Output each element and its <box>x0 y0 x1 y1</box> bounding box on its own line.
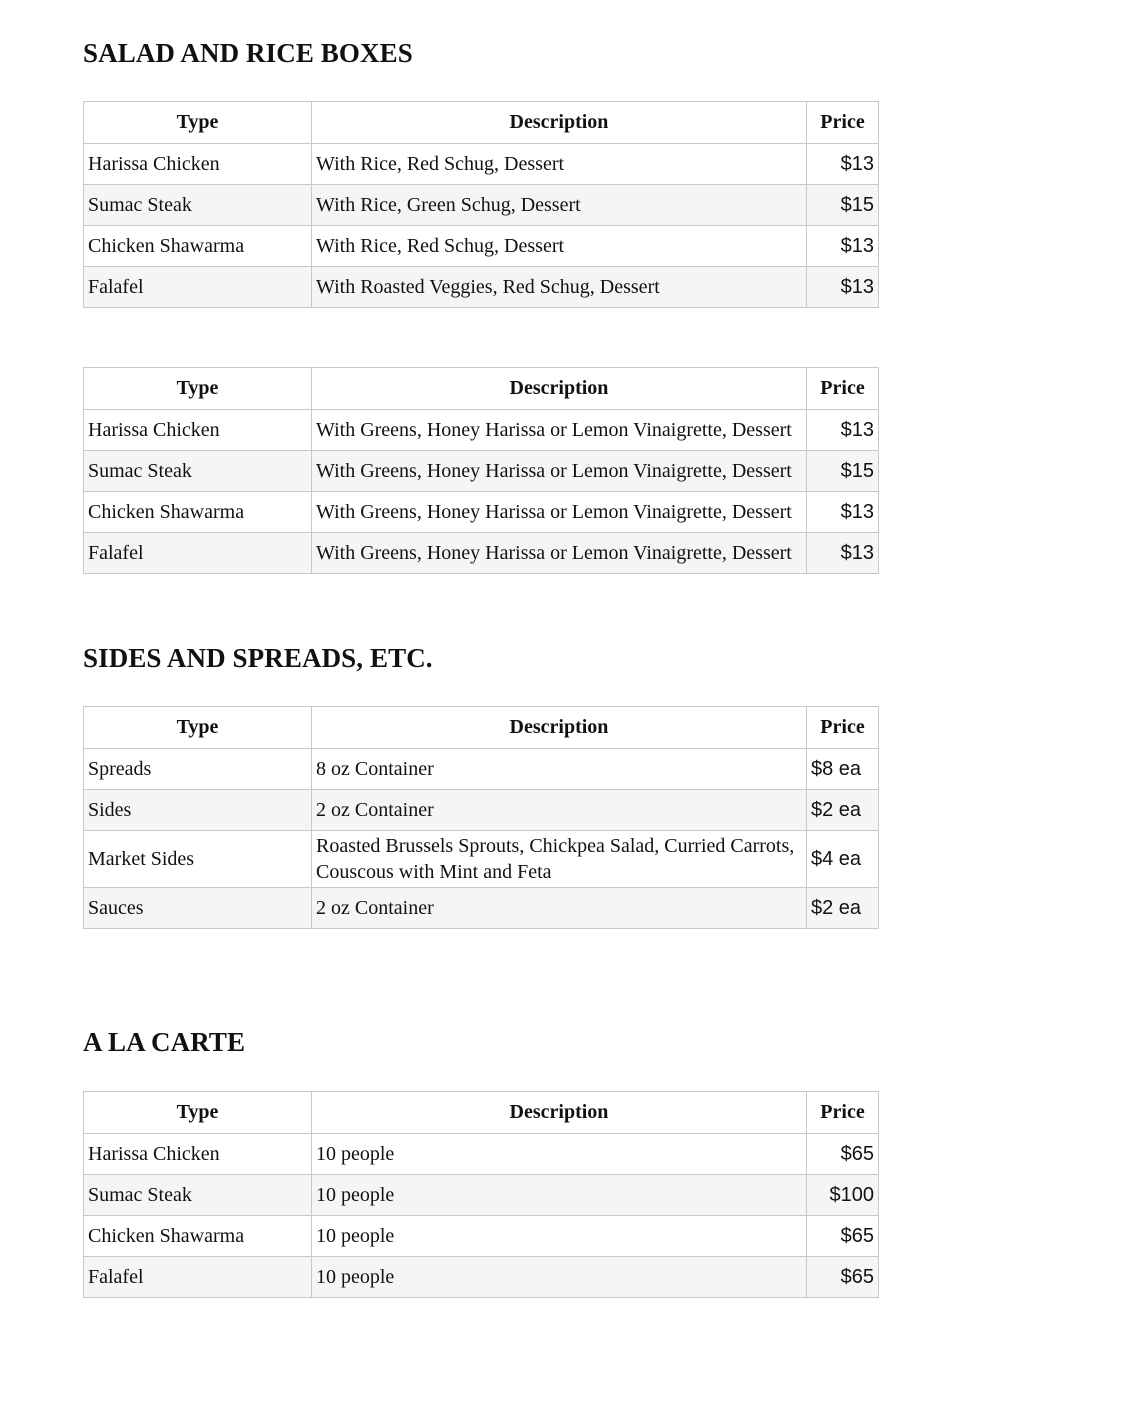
header-type: Type <box>84 102 312 144</box>
row-price: $65 <box>807 1216 879 1257</box>
row-description: 8 oz Container <box>312 749 807 790</box>
row-description: With Greens, Honey Harissa or Lemon Vinaigrette, Dessert <box>312 410 807 451</box>
table-row <box>84 790 879 831</box>
header-price: Price <box>807 707 879 749</box>
section-title-sides-spreads: SIDES AND SPREADS, ETC. <box>83 643 433 673</box>
table-row <box>84 451 879 492</box>
row-type: Chicken Shawarma <box>84 226 312 267</box>
table-row <box>84 1175 879 1216</box>
row-price: $65 <box>807 1134 879 1175</box>
a-la-carte-table <box>83 1091 879 1298</box>
header-description: Description <box>312 1092 807 1134</box>
row-description: 10 people <box>312 1216 807 1257</box>
table-row <box>84 749 879 790</box>
row-type: Harissa Chicken <box>84 1134 312 1175</box>
table-row <box>84 410 879 451</box>
section-title-salad-rice-boxes: SALAD AND RICE BOXES <box>83 38 413 68</box>
row-description: With Rice, Red Schug, Dessert <box>312 144 807 185</box>
row-type: Falafel <box>84 533 312 574</box>
row-description: 10 people <box>312 1257 807 1298</box>
table-row <box>84 888 879 929</box>
row-description: 2 oz Container <box>312 888 807 929</box>
table-header-row <box>84 102 879 144</box>
header-type: Type <box>84 368 312 410</box>
row-type: Sumac Steak <box>84 1175 312 1216</box>
header-price: Price <box>807 1092 879 1134</box>
header-description: Description <box>312 368 807 410</box>
row-type: Sumac Steak <box>84 185 312 226</box>
table-row <box>84 185 879 226</box>
row-price: $15 <box>807 185 879 226</box>
row-price: $13 <box>807 226 879 267</box>
header-price: Price <box>807 102 879 144</box>
row-price: $13 <box>807 492 879 533</box>
sides-table <box>83 706 879 929</box>
table-header-row <box>84 368 879 410</box>
row-description: 10 people <box>312 1175 807 1216</box>
row-description: 2 oz Container <box>312 790 807 831</box>
row-price: $13 <box>807 267 879 308</box>
row-description: With Rice, Green Schug, Dessert <box>312 185 807 226</box>
row-price: $8 ea <box>807 749 879 790</box>
table-header-row <box>84 707 879 749</box>
row-type: Spreads <box>84 749 312 790</box>
row-price: $2 ea <box>807 790 879 831</box>
row-price: $13 <box>807 144 879 185</box>
row-description: Roasted Brussels Sprouts, Chickpea Salad, Curried Carrots, Couscous with Mint and Feta <box>312 831 807 888</box>
section-title-a-la-carte: A LA CARTE <box>83 1027 246 1057</box>
row-description: With Greens, Honey Harissa or Lemon Vinaigrette, Dessert <box>312 492 807 533</box>
row-price: $4 ea <box>807 831 879 888</box>
header-type: Type <box>84 1092 312 1134</box>
table-row <box>84 831 879 888</box>
table-row <box>84 144 879 185</box>
table-row <box>84 267 879 308</box>
row-price: $13 <box>807 410 879 451</box>
table-row <box>84 533 879 574</box>
header-price: Price <box>807 368 879 410</box>
row-type: Sauces <box>84 888 312 929</box>
salad-boxes-table <box>83 367 879 574</box>
table-row <box>84 226 879 267</box>
rice-boxes-table <box>83 101 879 308</box>
row-type: Market Sides <box>84 831 312 888</box>
table-row <box>84 1134 879 1175</box>
row-type: Harissa Chicken <box>84 410 312 451</box>
row-price: $65 <box>807 1257 879 1298</box>
row-type: Chicken Shawarma <box>84 492 312 533</box>
row-type: Falafel <box>84 267 312 308</box>
table-row <box>84 1216 879 1257</box>
row-type: Sides <box>84 790 312 831</box>
row-type: Falafel <box>84 1257 312 1298</box>
row-description: With Rice, Red Schug, Dessert <box>312 226 807 267</box>
row-description: 10 people <box>312 1134 807 1175</box>
row-type: Sumac Steak <box>84 451 312 492</box>
table-row <box>84 492 879 533</box>
header-description: Description <box>312 102 807 144</box>
header-description: Description <box>312 707 807 749</box>
row-description: With Greens, Honey Harissa or Lemon Vinaigrette, Dessert <box>312 451 807 492</box>
row-description: With Greens, Honey Harissa or Lemon Vinaigrette, Dessert <box>312 533 807 574</box>
row-price: $100 <box>807 1175 879 1216</box>
row-price: $13 <box>807 533 879 574</box>
row-price: $2 ea <box>807 888 879 929</box>
table-row <box>84 1257 879 1298</box>
header-type: Type <box>84 707 312 749</box>
row-description: With Roasted Veggies, Red Schug, Dessert <box>312 267 807 308</box>
row-price: $15 <box>807 451 879 492</box>
table-header-row <box>84 1092 879 1134</box>
row-type: Harissa Chicken <box>84 144 312 185</box>
row-type: Chicken Shawarma <box>84 1216 312 1257</box>
